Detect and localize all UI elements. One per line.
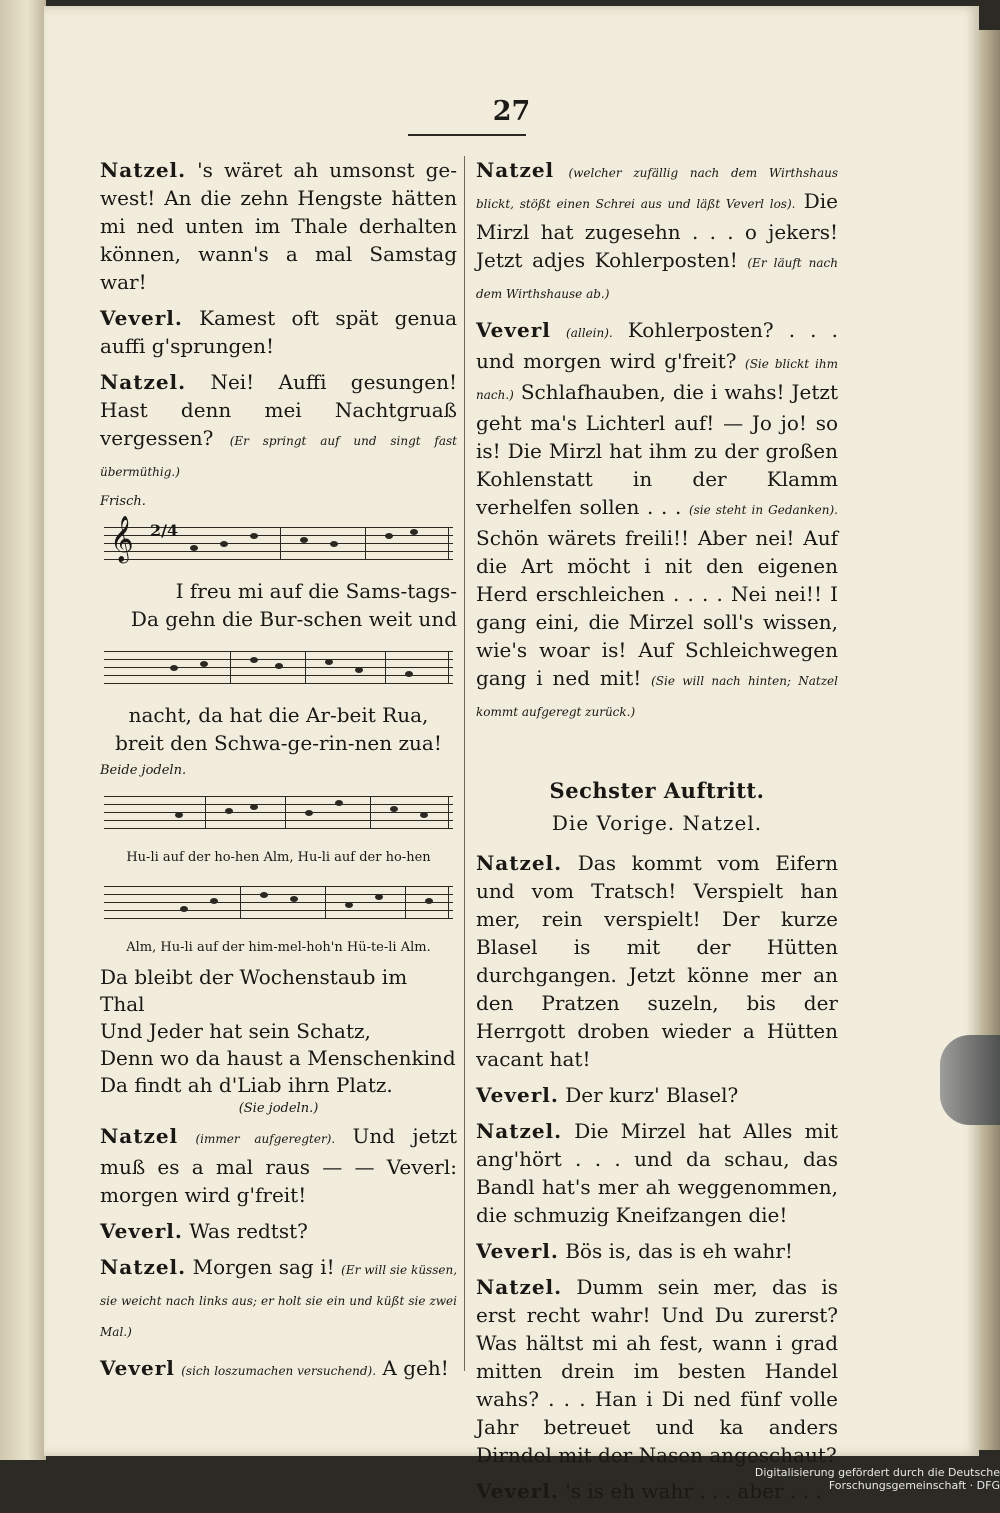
dialogue-text: 's is eh wahr . . . aber . . .	[565, 1479, 822, 1503]
lyric-line: I freu mi auf die Sams-tags-	[175, 579, 457, 603]
dialogue-text: Dumm sein mer, das is erst recht wahr! Und Du zurerst? Was hältst mi ah fest, wann i grad mitten drein im besten Handel wahs? . . . Han i Di ned fünf volle Jahr betreuet und ka anders Dirndel mit der Nasen angeschaut?	[476, 1275, 838, 1467]
performance-note: Beide jodeln.	[100, 763, 187, 778]
paragraph	[100, 1354, 457, 1385]
time-signature: 2/4	[150, 521, 179, 540]
speaker-name: Veverl	[100, 1356, 175, 1380]
paragraph	[476, 316, 838, 726]
dialogue-text: Morgen sag i!	[192, 1255, 335, 1279]
paragraph	[100, 156, 457, 296]
paragraph	[476, 849, 838, 1073]
paragraph	[476, 1273, 838, 1469]
speaker-name: Natzel.	[100, 158, 187, 182]
speaker-name: Natzel	[100, 1124, 179, 1148]
stage-direction: (sich loszumachen versuchend).	[181, 1364, 377, 1378]
dialogue-text: Der kurz' Blasel?	[565, 1083, 739, 1107]
music-staff	[100, 872, 457, 936]
verse-line: Da findt ah d'Liab ihrn Platz.	[100, 1073, 393, 1097]
page-clip	[940, 1035, 1000, 1125]
scene-cast: Die Vorige. Natzel.	[551, 811, 763, 835]
speaker-name: Veverl.	[100, 306, 183, 330]
verse-line: Und Jeder hat sein Schatz,	[100, 1019, 371, 1043]
stage-direction: (Sie jodeln.)	[238, 1101, 319, 1116]
speaker-name: Natzel	[476, 158, 555, 182]
scene-title: Sechster Auftritt.	[549, 778, 765, 803]
verse	[100, 964, 457, 1099]
speaker-name: Natzel.	[100, 1255, 187, 1279]
speaker-name: Veverl	[476, 318, 551, 342]
speaker-name: Veverl.	[476, 1083, 559, 1107]
dialogue-text: Was redtst?	[189, 1219, 308, 1243]
dialogue-text: Schön wärets freili!! Aber nei! Auf die Art möcht i nit den eigenen Herd erschleichen . . . . Nei nei!! I gang eini, die Mirzel soll's wissen, wie's woar is! Auf Schleichwegen gang i ned mit!	[476, 526, 838, 690]
lyric-line: nacht, da hat die Ar-beit Rua,	[128, 703, 429, 727]
stage-direction: (allein).	[566, 326, 613, 340]
column-divider	[464, 156, 465, 1371]
paragraph	[476, 1237, 838, 1265]
speaker-name: Natzel.	[476, 1275, 563, 1299]
stage-direction: (sie steht in Gedanken).	[688, 503, 838, 517]
dialogue-text: Bös is, das is eh wahr!	[565, 1239, 793, 1263]
lyric-line: Hu-li auf der ho-hen Alm, Hu-li auf der ho-hen	[126, 850, 431, 865]
stage-direction: (welcher zufällig nach dem Wirthshaus blickt, stößt einen Schrei aus und läßt Veverl los).	[476, 166, 838, 211]
tempo-marking: Frisch.	[100, 494, 146, 509]
treble-clef-icon: 𝄞	[110, 516, 134, 562]
dialogue-text: Schlafhauben, die i wahs! Jetzt geht ma's Lichterl auf! — Jo jo! so is! Die Mirzl hat ihm zu der großen Kohlenstatt in der Klamm verhelfen sollen . . .	[476, 380, 838, 519]
speaker-name: Veverl.	[100, 1219, 183, 1243]
verse-line: Da bleibt der Wochenstaub im Thal	[100, 965, 408, 1016]
dialogue-text: Kamest oft spät genua auffi g'sprungen!	[100, 306, 458, 358]
paragraph	[100, 1122, 457, 1209]
stage-direction: (immer aufgeregter).	[195, 1132, 336, 1146]
dialogue-text: A geh!	[382, 1356, 449, 1380]
lyric-line: Da gehn die Bur-schen weit und	[130, 607, 457, 631]
speaker-name: Natzel.	[476, 1119, 563, 1143]
dialogue-text: 's wäret ah umsonst ge-west! An die zehn Hengste hätten mi ned unten im Thale derhalten können, wann's a mal Samstag war!	[100, 158, 458, 294]
stage-direction: (Sie will nach hinten; Natzel kommt aufgeregt zurück.)	[476, 674, 838, 719]
dialogue-text: Die Mirzl hat zugesehn . . . o jekers! Jetzt adjes Kohlerposten!	[476, 189, 838, 272]
lyric-line: breit den Schwa-ge-rin-nen zua!	[115, 731, 442, 755]
speaker-name: Natzel.	[100, 370, 187, 394]
page-number-rule	[408, 134, 526, 136]
page-number: 27	[492, 96, 531, 127]
lyric-line: Alm, Hu-li auf der him-mel-hoh'n Hü-te-li Alm.	[126, 940, 431, 955]
speaker-name: Veverl.	[476, 1479, 559, 1503]
music-staff	[100, 637, 457, 701]
music-staff	[100, 513, 457, 577]
speaker-name: Natzel.	[476, 851, 563, 875]
dialogue-text: Das kommt vom Eifern und vom Tratsch! Verspielt han mer, rein verspielt! Der kurze Blasel is mit der Hütten durchgangen. Jetzt könne mer an den Pratzen suzeln, bis der Herrgott droben wieder a Hütten vacant hat!	[476, 851, 838, 1071]
dialogue-text: Die Mirzel hat Alles mit ang'hört . . . und da schau, das Bandl hat's mer ah weggenommen, die schmuzig Kneifzangen die!	[476, 1119, 839, 1227]
dialogue-text: Kohlerposten? . . . und morgen wird g'freit?	[476, 318, 839, 373]
music-staff	[100, 782, 457, 846]
stage-direction: (Sie blickt ihm nach.)	[476, 357, 838, 402]
book-edge-left	[0, 0, 46, 1460]
dialogue-text: Und jetzt muß es a mal raus — — Veverl: morgen wird g'freit!	[100, 1124, 458, 1207]
left-column	[100, 156, 457, 1393]
paragraph	[100, 1217, 457, 1245]
speaker-name: Veverl.	[476, 1239, 559, 1263]
right-column	[476, 156, 838, 1513]
stage-direction: (Er läuft nach dem Wirthshause ab.)	[476, 256, 839, 301]
paragraph	[476, 1117, 838, 1229]
stage-direction: (Er springt auf und singt fast übermüthig.)	[100, 434, 457, 479]
paragraph	[100, 368, 457, 486]
paragraph	[100, 1253, 457, 1346]
paragraph	[100, 304, 457, 360]
verse-line: Denn wo da haust a Menschenkind	[100, 1046, 456, 1070]
paragraph	[476, 156, 838, 308]
digitization-footer: Digitalisierung gefördert durch die Deutsche Forschungsgemeinschaft · DFG	[754, 1466, 1000, 1492]
stage-direction: (Er will sie küssen, sie weicht nach links aus; er holt sie ein und küßt sie zwei Mal.)	[100, 1263, 458, 1339]
dialogue-text: Nei! Auffi gesungen! Hast denn mei Nachtgruaß vergessen?	[100, 370, 458, 450]
paragraph	[476, 1081, 838, 1109]
